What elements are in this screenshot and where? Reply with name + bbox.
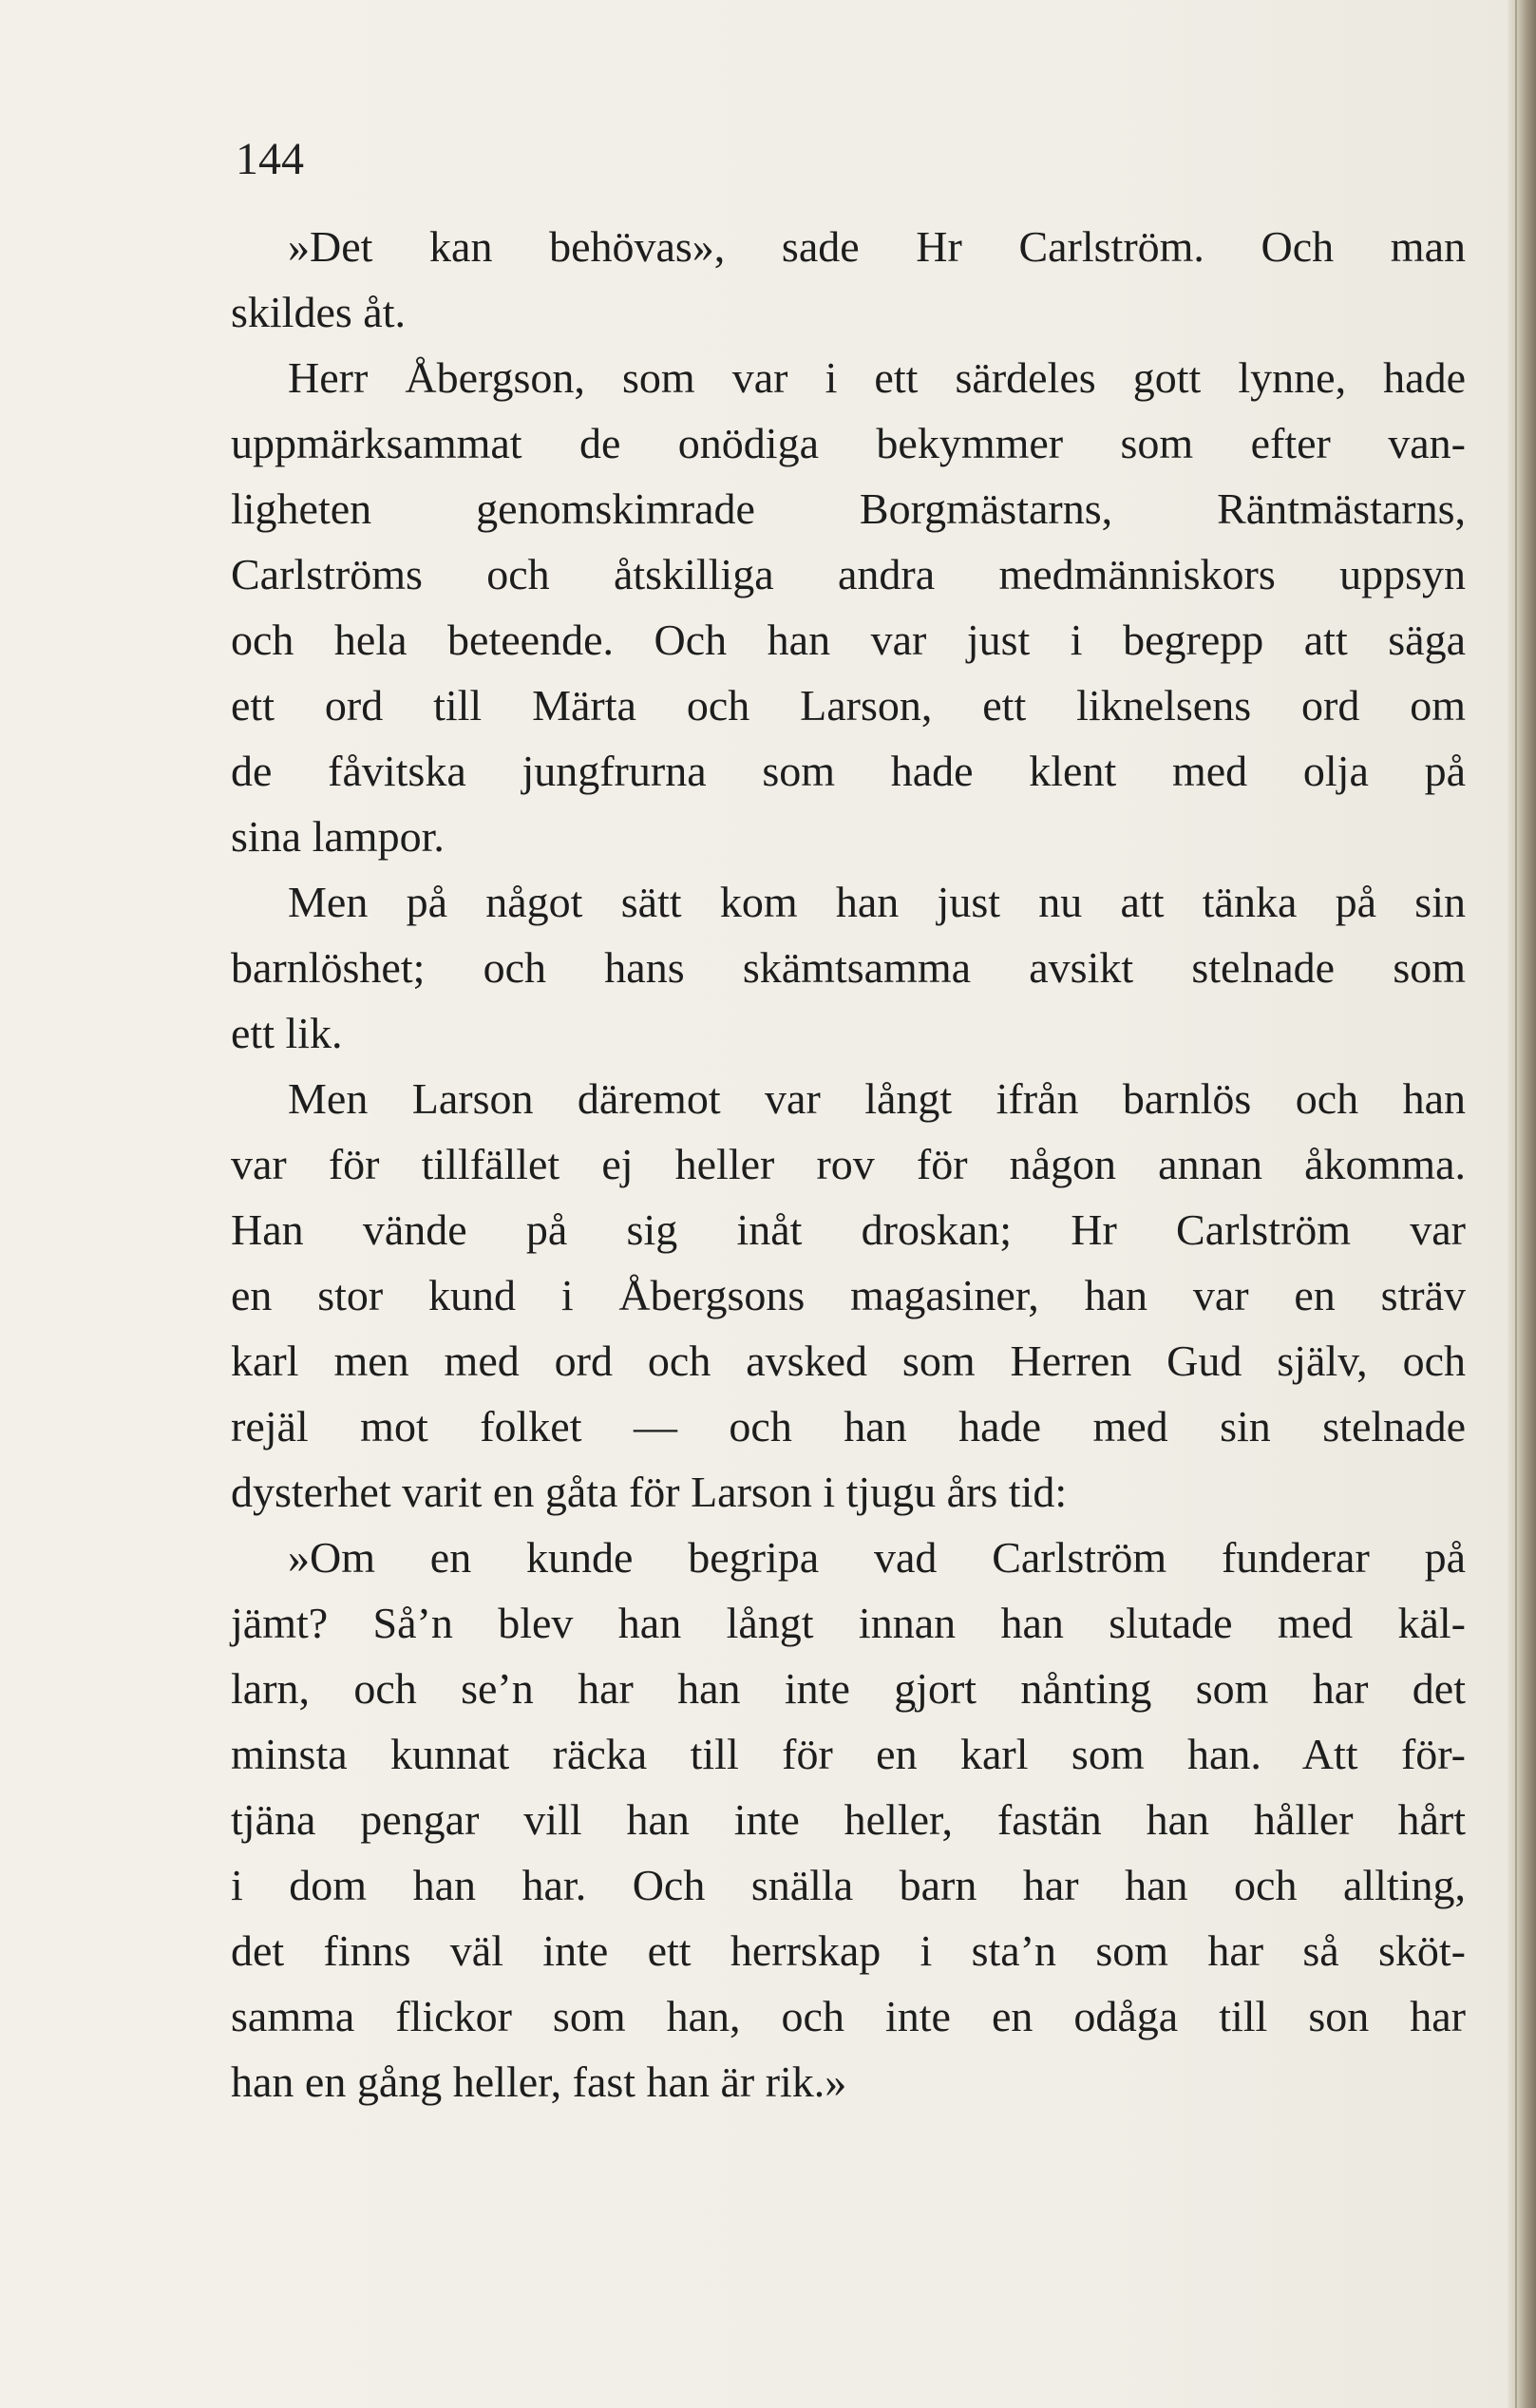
paragraph-4 bbox=[231, 1066, 1466, 1525]
text-line: de fåvitska jungfrurna som hade klent med olja på bbox=[231, 747, 1466, 795]
text-line: ett lik. bbox=[231, 1009, 343, 1057]
text-line: jämt? Så’n blev han långt innan han slutade med käl- bbox=[231, 1599, 1466, 1647]
text-line: och hela beteende. Och han var just i begrepp att säga bbox=[231, 616, 1466, 664]
text-line: skildes åt. bbox=[231, 288, 406, 336]
paragraph-3 bbox=[231, 869, 1466, 1066]
text-line: dysterhet varit en gåta för Larson i tjugu års tid: bbox=[231, 1468, 1068, 1516]
text-line: uppmärksammat de onödiga bekymmer som efter van- bbox=[231, 419, 1466, 467]
paragraph-1 bbox=[231, 214, 1466, 345]
text-line: »Det kan behövas», sade Hr Carlström. Och man bbox=[288, 222, 1466, 271]
text-line: Carlströms och åtskilliga andra medmänniskors uppsyn bbox=[231, 550, 1466, 598]
text-line: karl men med ord och avsked som Herren Gud själv, och bbox=[231, 1337, 1466, 1385]
paragraph-2 bbox=[231, 345, 1466, 869]
text-line: en stor kund i Åbergsons magasiner, han var en sträv bbox=[231, 1271, 1466, 1319]
body-text bbox=[231, 214, 1466, 2114]
text-line: samma flickor som han, och inte en odåga till son har bbox=[231, 1992, 1466, 2040]
text-line: rejäl mot folket — och han hade med sin stelnade bbox=[231, 1402, 1466, 1450]
text-line: larn, och se’n har han inte gjort nånting som har det bbox=[231, 1664, 1466, 1713]
text-line: barnlöshet; och hans skämtsamma avsikt stelnade som bbox=[231, 943, 1466, 992]
text-line: ligheten genomskimrade Borgmästarns, Räntmästarns, bbox=[231, 484, 1466, 533]
text-line: Han vände på sig inåt droskan; Hr Carlström var bbox=[231, 1205, 1466, 1254]
paragraph-5 bbox=[231, 1525, 1466, 2114]
text-line: i dom han har. Och snälla barn har han och allting, bbox=[231, 1861, 1466, 1909]
text-line: minsta kunnat räcka till för en karl som han. Att för- bbox=[231, 1730, 1466, 1778]
text-line: sina lampor. bbox=[231, 812, 445, 861]
text-line: ett ord till Märta och Larson, ett liknelsens ord om bbox=[231, 681, 1466, 730]
text-line: Men Larson däremot var långt ifrån barnlös och han bbox=[288, 1074, 1466, 1123]
text-line: var för tillfället ej heller rov för någon annan åkomma. bbox=[231, 1140, 1466, 1188]
text-line: Herr Åbergson, som var i ett särdeles gott lynne, hade bbox=[288, 353, 1466, 402]
text-line: »Om en kunde begripa vad Carlström funderar på bbox=[288, 1533, 1466, 1582]
page-edge bbox=[1508, 0, 1536, 2408]
text-line: Men på något sätt kom han just nu att tänka på sin bbox=[288, 878, 1466, 926]
page-number: 144 bbox=[236, 134, 304, 184]
text-line: det finns väl inte ett herrskap i sta’n som har så sköt- bbox=[231, 1926, 1466, 1975]
text-line: han en gång heller, fast han är rik.» bbox=[231, 2057, 847, 2106]
text-line: tjäna pengar vill han inte heller, fastän han håller hårt bbox=[231, 1795, 1466, 1844]
